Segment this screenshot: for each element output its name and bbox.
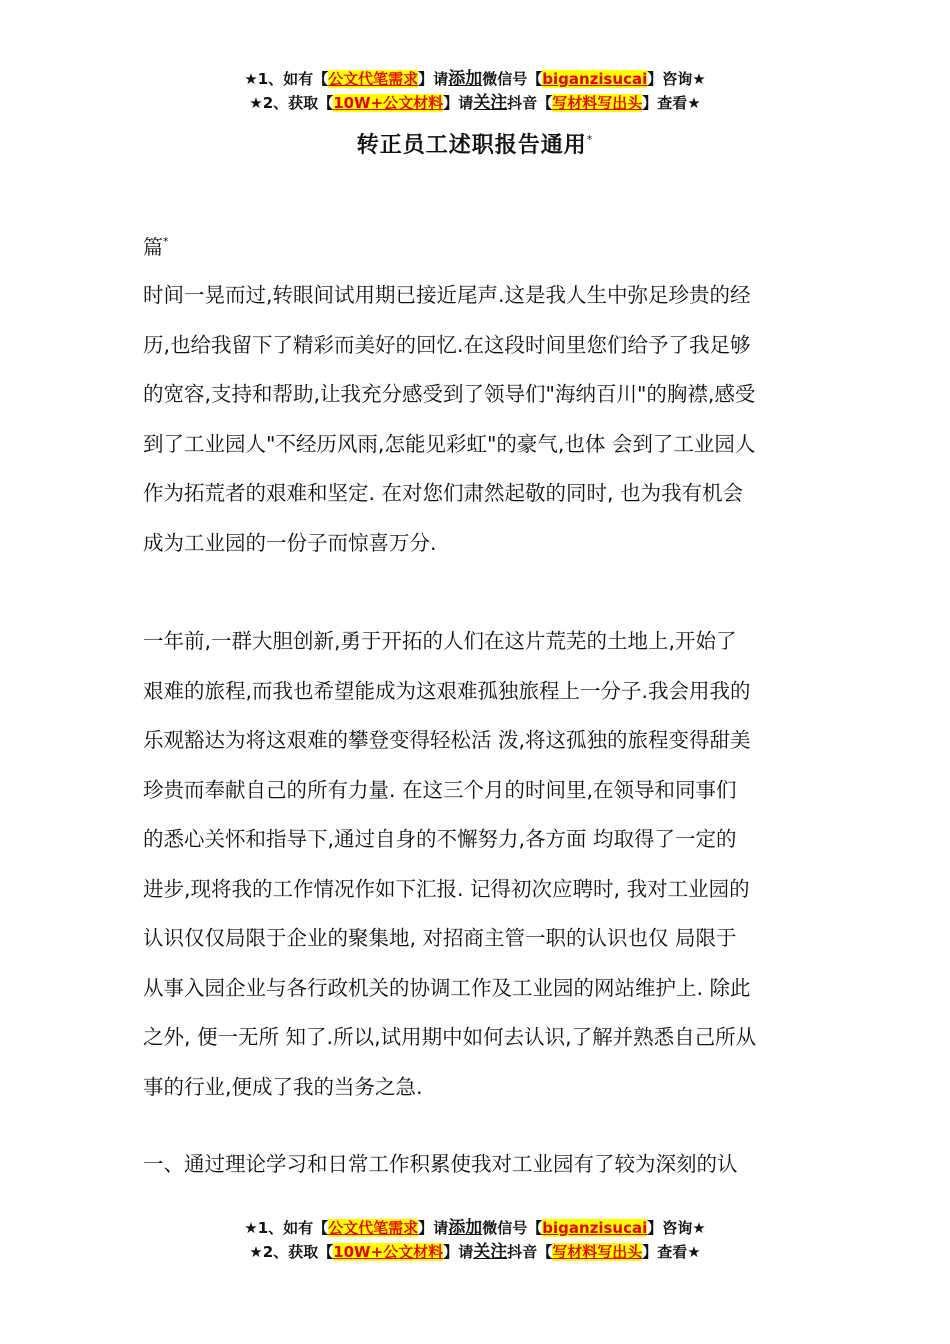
highlight-wechat-id: biganzisucai	[542, 70, 648, 88]
banner-text: 】请	[418, 70, 449, 88]
text-line: 珍贵而奉献自己的所有力量. 在这三个月的时间里,在领导和同事们	[143, 777, 737, 802]
banner-line-2	[0, 91, 950, 115]
top-banner	[0, 67, 950, 115]
highlight-service: 公文代笔需求	[328, 70, 419, 88]
banner-text: 】咨询★	[647, 1219, 706, 1237]
section-label-text: 篇	[143, 235, 163, 259]
banner-text: 】请	[443, 1243, 474, 1261]
highlight-wechat-id: biganzisucai	[542, 1219, 648, 1237]
banner-text: 】查看★	[642, 1243, 701, 1261]
text-line: 一、通过理论学习和日常工作积累使我对工业园有了较为深刻的认	[143, 1152, 738, 1176]
text-line: 作为拓荒者的艰难和坚定. 在对您们肃然起敬的同时, 也为我有机会	[143, 481, 744, 505]
section-label	[143, 231, 169, 260]
text-line: 乐观豁达为将这艰难的攀登变得轻松活 泼,将这孤独的旅程变得甜美	[143, 728, 751, 752]
banner-text: 】查看★	[642, 94, 701, 112]
highlight-materials: 10W+公文材料	[333, 1243, 444, 1261]
text-line: 一年前,一群大胆创新,勇于开拓的人们在这片荒芜的土地上,开始了	[143, 629, 737, 653]
paragraph-2	[143, 617, 811, 1112]
text-line: 认识仅仅局限于企业的聚集地, 对招商主管一职的认识也仅 局限于	[143, 926, 737, 950]
title-mark: *	[586, 133, 594, 146]
banner-line-2	[0, 1240, 950, 1264]
text-line: 从事入园企业与各行政机关的协调工作及工业园的网站维护上. 除此	[143, 975, 751, 1000]
bottom-banner	[0, 1216, 950, 1264]
document-title	[0, 128, 950, 159]
banner-text: ★1、如有【	[244, 70, 329, 88]
banner-text: ★1、如有【	[244, 1219, 329, 1237]
text-line: 之外, 便一无所 知了.所以,试用期中如何去认识,了解并熟悉自己所从	[143, 1025, 757, 1049]
banner-emphasis: 添加	[448, 1218, 483, 1238]
banner-text: 微信号【	[482, 70, 543, 88]
banner-text: 】咨询★	[647, 70, 706, 88]
banner-emphasis: 关注	[473, 93, 508, 113]
text-line: 历,也给我留下了精彩而美好的回忆.在这段时间里您们给予了我足够	[143, 332, 751, 357]
banner-text: 抖音【	[507, 1243, 553, 1261]
banner-text: 抖音【	[507, 94, 553, 112]
banner-emphasis: 添加	[448, 69, 483, 89]
section-mark: *	[163, 235, 169, 248]
text-line: 时间一晃而过,转眼间试用期已接近尾声.这是我人生中弥足珍贵的经	[143, 283, 751, 307]
text-line: 事的行业,便成了我的当务之急.	[143, 1074, 423, 1099]
text-line: 到了工业园人"不经历风雨,怎能见彩虹"的豪气,也体 会到了工业园人	[143, 431, 756, 456]
paragraph-1	[143, 271, 811, 568]
banner-emphasis: 关注	[473, 1242, 508, 1262]
banner-text: 】请	[418, 1219, 449, 1237]
highlight-douyin-account: 写材料写出头	[552, 94, 643, 112]
title-text: 转正员工述职报告通用	[356, 133, 587, 158]
highlight-materials: 10W+公文材料	[333, 94, 444, 112]
banner-text: ★2、获取【	[249, 94, 334, 112]
text-line: 进步,现将我的工作情况作如下汇报. 记得初次应聘时, 我对工业园的	[143, 876, 750, 901]
banner-text: ★2、获取【	[249, 1243, 334, 1261]
banner-text: 】请	[443, 94, 474, 112]
text-line: 的悉心关怀和指导下,通过自身的不懈努力,各方面 均取得了一定的	[143, 827, 737, 851]
banner-line-1	[0, 67, 950, 91]
section-heading-1	[143, 1140, 811, 1190]
highlight-service: 公文代笔需求	[328, 1219, 419, 1237]
highlight-douyin-account: 写材料写出头	[552, 1243, 643, 1261]
banner-text: 微信号【	[482, 1219, 543, 1237]
banner-line-1	[0, 1216, 950, 1240]
text-line: 艰难的旅程,而我也希望能成为这艰难孤独旅程上一分子.我会用我的	[143, 678, 751, 703]
text-line: 的宽容,支持和帮助,让我充分感受到了领导们"海纳百川"的胸襟,感受	[143, 382, 756, 406]
text-line: 成为工业园的一份子而惊喜万分.	[143, 530, 437, 555]
